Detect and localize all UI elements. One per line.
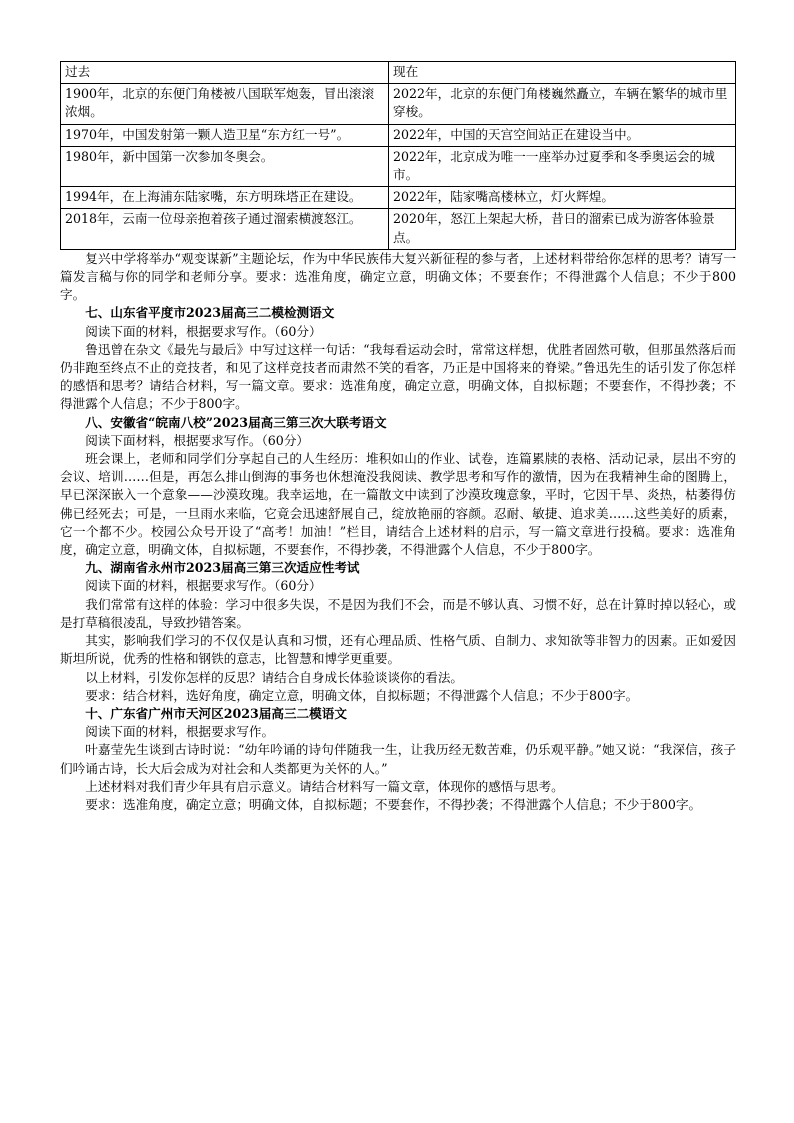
table-header-past: 过去: [61, 62, 389, 84]
section-9-paragraph: 以上材料，引发你怎样的反思？请结合自身成长体验谈谈你的看法。: [85, 669, 463, 685]
table-row: [61, 84, 736, 124]
table-row: [61, 146, 736, 186]
section-9-heading: 九、湖南省永州市2023届高三第三次适应性考试: [85, 560, 360, 576]
section-7-intro: 阅读下面的材料，根据要求写作。（60分）: [85, 323, 322, 339]
section-9-requirements: 要求：结合材料，选好角度，确定立意，明确文体，自拟标题；不得泄露个人信息；不少于800字。: [85, 687, 639, 703]
table-row: [61, 209, 736, 249]
section-9-paragraph: 我们常常有这样的体验：学习中很多失误，不是因为我们不会，而是不够认真、习惯不好，总在计算时掉以轻心，或是打草稿很凌乱，导致抄错答案。: [60, 596, 736, 630]
table-cell-present: 2020年，怒江上架起大桥，昔日的溜索已成为游客体验景点。: [389, 209, 736, 249]
table-cell-present: 2022年，中国的天宫空间站正在建设当中。: [389, 124, 736, 146]
section-8-intro: 阅读下面材料，根据要求写作。（60分）: [85, 432, 310, 448]
section-7-paragraph: 鲁迅曾在杂文《最先与最后》中写过这样一句话：“我每看运动会时，常常这样想，优胜者固然可敬，但那虽然落后而仍非跑至终点不止的竞技者，和见了这样竞技者而肃然不笑的看客，乃正是中国将来的脊梁。”鲁迅先生的话引发了你怎样的感悟和思考？请结合材料，写一篇文章。要求：选准角度，确定立意，明确文体，自拟标题；不要套作，不得抄袭；不得泄露个人信息；不少于800字。: [60, 341, 736, 412]
past-present-table: [60, 61, 736, 250]
table-cell-past: 1900年，北京的东便门角楼被八国联军炮轰，冒出滚滚浓烟。: [61, 84, 389, 124]
section-6-task: 复兴中学将举办“观变谋新”主题论坛，作为中华民族伟大复兴新征程的参与者，上述材料带给你怎样的思考？请写一篇发言稿与你的同学和老师分享。要求：选准角度，确定立意，明确文体；不要套作；不得泄露个人信息；不少于800字。: [60, 250, 736, 303]
section-10-heading: 十、广东省广州市天河区2023届高三二模语文: [85, 705, 347, 721]
section-10-requirements: 要求：选准角度，确定立意；明确文体，自拟标题；不要套作，不得抄袭；不得泄露个人信息；不少于800字。: [85, 796, 702, 812]
table-cell-past: 2018年，云南一位母亲抱着孩子通过溜索横渡怒江。: [61, 209, 389, 249]
table-row: [61, 124, 736, 146]
table-header-row: [61, 62, 736, 84]
table-cell-past: 1994年，在上海浦东陆家嘴，东方明珠塔正在建设。: [61, 187, 389, 209]
table-cell-present: 2022年，陆家嘴高楼林立，灯火辉煌。: [389, 187, 736, 209]
section-10-intro: 阅读下面的材料，根据要求写作。: [85, 724, 275, 740]
document-page: [60, 61, 736, 814]
section-9-intro: 阅读下面的材料，根据要求写作。（60分）: [85, 578, 322, 594]
table-cell-past: 1970年，中国发射第一颗人造卫星“东方红一号”。: [61, 124, 389, 146]
section-10-paragraph: 上述材料对我们青少年具有启示意义。请结合材料写一篇文章，体现你的感悟与思考。: [85, 778, 564, 794]
section-8-heading: 八、安徽省“皖南八校”2023届高三第三次大联考语文: [85, 414, 387, 430]
table-cell-present: 2022年，北京的东便门角楼巍然矗立，车辆在繁华的城市里穿梭。: [389, 84, 736, 124]
table-header-present: 现在: [389, 62, 736, 84]
section-8-paragraph: 班会课上，老师和同学们分享起自己的人生经历：堆积如山的作业、试卷，连篇累牍的表格、活动记录，层出不穷的会议、培训……但是，再怎么排山倒海的事务也休想淹没我阅读、教学思考和写作的激情，因为在我精神生命的图腾上，早已深深嵌入一个意象——沙漠玫瑰。我幸运地，在一篇散文中读到了沙漠玫瑰意象，平时，它因干旱、炎热，枯萎得仿佛已经死去；可是，一旦雨水来临，它竟会迅速舒展自己，绽放艳丽的容颜。忍耐、敏捷、追求美……这些美好的质素，它一个都不少。校园公众号开设了“高考！加油！”栏目，请结合上述材料的启示，写一篇文章进行投稿。要求：选准角度，确定立意，明确文体，自拟标题，不要套作，不得抄袭，不得泄露个人信息，不少于800字。: [60, 451, 736, 558]
section-10-paragraph: 叶嘉莹先生谈到古诗时说：“幼年吟诵的诗句伴随我一生，让我历经无数苦难，仍乐观平静。”她又说：“我深信，孩子们吟诵古诗，长大后会成为对社会和人类都更为关怀的人。”: [60, 742, 736, 776]
section-9-paragraph: 其实，影响我们学习的不仅仅是认真和习惯，还有心理品质、性格气质、自制力、求知欲等非智力的因素。正如爱因斯坦所说，优秀的性格和钢铁的意志，比智慧和博学更重要。: [60, 633, 736, 667]
table-cell-past: 1980年，新中国第一次参加冬奥会。: [61, 146, 389, 186]
section-7-heading: 七、山东省平度市2023届高三二模检测语文: [85, 305, 335, 321]
table-row: [61, 187, 736, 209]
table-cell-present: 2022年，北京成为唯一一座举办过夏季和冬季奥运会的城市。: [389, 146, 736, 186]
